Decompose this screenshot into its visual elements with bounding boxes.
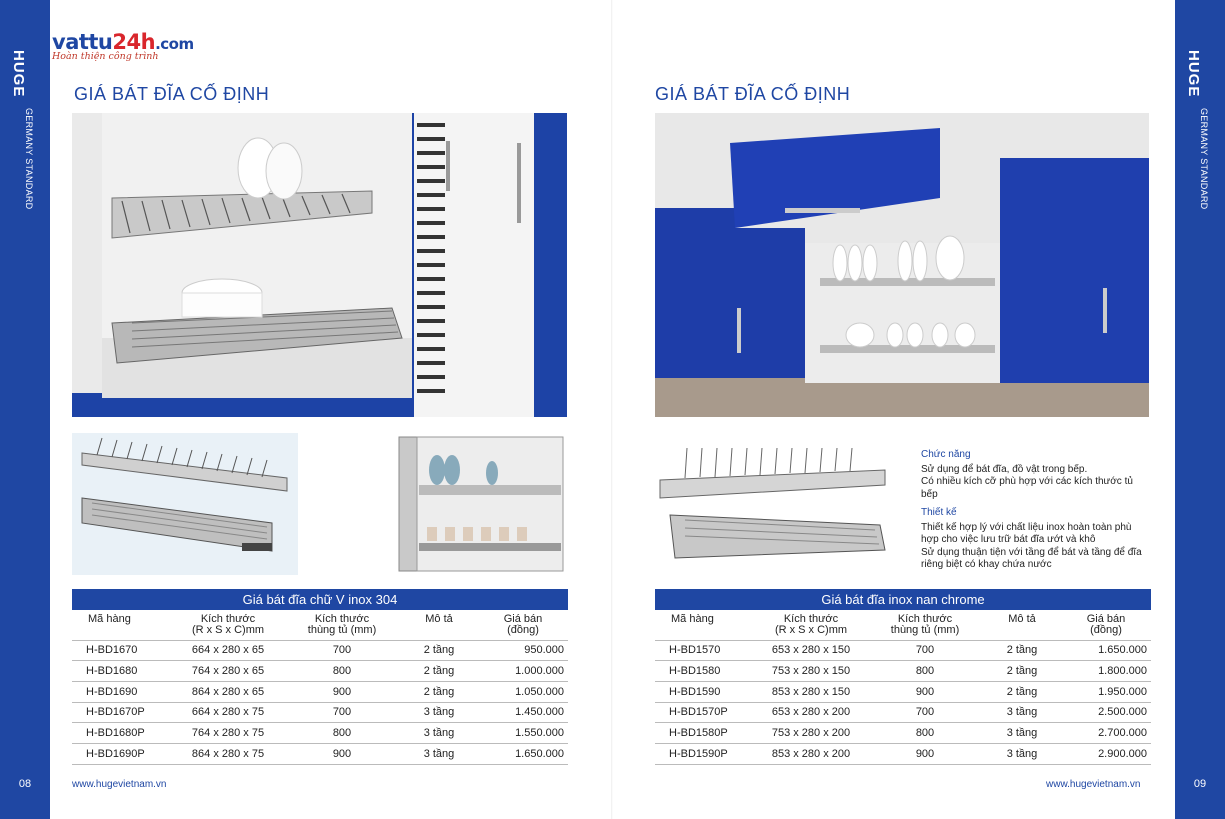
design-text: Thiết kế hợp lý với chất liệu inox hoàn toàn phù hợp cho việc lưu trữ bát đĩa ướt và khô Sử dụng thuận tiện với tầng để bát và tầng để đĩa riêng biệt có khay chứa nước	[921, 521, 1142, 570]
brand-standard: GERMANY STANDARD	[24, 108, 34, 210]
cell-size: 864 x 280 x 75	[172, 743, 284, 764]
cell-code: H-BD1670	[72, 640, 172, 661]
photo-dish-rack-white-cabinet	[72, 113, 567, 417]
photo-chrome-rack	[655, 440, 895, 575]
cell-cabinet: 900	[867, 681, 983, 702]
table-row	[655, 640, 1151, 661]
table-row	[72, 723, 568, 744]
photo-v-inox-rack	[72, 433, 298, 575]
cell-price: 950.000	[478, 640, 568, 661]
cell-size: 664 x 280 x 75	[172, 702, 284, 723]
header-price: Giá bán (đồng)	[478, 610, 568, 640]
cell-cabinet: 700	[867, 640, 983, 661]
header-code: Mã hàng	[655, 610, 755, 640]
cell-price: 2.700.000	[1061, 723, 1151, 744]
cell-desc: 2 tầng	[400, 640, 478, 661]
cell-size: 753 x 280 x 200	[755, 723, 867, 744]
header-desc: Mô tả	[400, 610, 478, 640]
cell-code: H-BD1670P	[72, 702, 172, 723]
logo-part2: 24h	[112, 30, 156, 54]
cell-code: H-BD1570	[655, 640, 755, 661]
table-header-row	[655, 610, 1151, 640]
price-table-right	[655, 589, 1151, 765]
cell-cabinet: 900	[867, 743, 983, 764]
cell-size: 753 x 280 x 150	[755, 661, 867, 682]
photo-rack-in-cabinet	[397, 435, 566, 575]
design-heading: Thiết kế	[921, 507, 957, 518]
cell-price: 1.050.000	[478, 681, 568, 702]
cell-desc: 2 tầng	[983, 681, 1061, 702]
function-text: Sử dụng để bát đĩa, đồ vật trong bếp. Có nhiều kích cỡ phù hợp với các kích thước tủ bếp	[921, 463, 1133, 500]
cell-price: 1.000.000	[478, 661, 568, 682]
logo-part1: vattu	[52, 30, 113, 54]
table-row	[72, 681, 568, 702]
brand-standard: GERMANY STANDARD	[1199, 108, 1209, 210]
cell-cabinet: 700	[284, 702, 400, 723]
cell-code: H-BD1680	[72, 661, 172, 682]
cell-code: H-BD1580P	[655, 723, 755, 744]
cell-cabinet: 800	[867, 723, 983, 744]
header-price: Giá bán (đồng)	[1061, 610, 1151, 640]
brand-name: HUGE	[1185, 50, 1202, 98]
right-brand-sidebar	[1175, 0, 1225, 819]
cell-code: H-BD1690	[72, 681, 172, 702]
cell-desc: 3 tầng	[400, 743, 478, 764]
cell-code: H-BD1690P	[72, 743, 172, 764]
table-row	[655, 702, 1151, 723]
header-code: Mã hàng	[72, 610, 172, 640]
table-row	[655, 681, 1151, 702]
table-caption: Giá bát đĩa inox nan chrome	[655, 589, 1151, 610]
cell-desc: 2 tầng	[400, 661, 478, 682]
table-row	[655, 723, 1151, 744]
website-link-right[interactable]: www.hugevietnam.vn	[1046, 779, 1141, 790]
cell-size: 764 x 280 x 65	[172, 661, 284, 682]
cell-price: 1.800.000	[1061, 661, 1151, 682]
brand-vertical	[10, 50, 44, 230]
cell-size: 853 x 280 x 200	[755, 743, 867, 764]
cell-size: 853 x 280 x 150	[755, 681, 867, 702]
cell-size: 664 x 280 x 65	[172, 640, 284, 661]
page-number-left: 08	[18, 778, 32, 790]
logo-domain: .com	[155, 35, 194, 53]
cell-price: 1.650.000	[1061, 640, 1151, 661]
cell-code: H-BD1680P	[72, 723, 172, 744]
logo-tagline: Hoàn thiện công trình	[52, 51, 159, 62]
cell-desc: 3 tầng	[983, 743, 1061, 764]
page-title-right: GIÁ BÁT ĐĨA CỐ ĐỊNH	[655, 84, 851, 104]
cell-size: 764 x 280 x 75	[172, 723, 284, 744]
cell-desc: 2 tầng	[983, 640, 1061, 661]
cell-price: 2.500.000	[1061, 702, 1151, 723]
table-caption: Giá bát đĩa chữ V inox 304	[72, 589, 568, 610]
cell-desc: 3 tầng	[400, 702, 478, 723]
website-link-left[interactable]: www.hugevietnam.vn	[72, 779, 167, 790]
brand-vertical	[1185, 50, 1219, 230]
cell-price: 1.450.000	[478, 702, 568, 723]
cell-cabinet: 700	[867, 702, 983, 723]
feature-description	[921, 449, 1151, 572]
header-cabinet: Kích thước thùng tủ (mm)	[867, 610, 983, 640]
cell-desc: 3 tầng	[983, 723, 1061, 744]
cell-code: H-BD1590	[655, 681, 755, 702]
photo-blue-kitchen-lift-cabinet	[655, 113, 1149, 417]
page-title-left: GIÁ BÁT ĐĨA CỐ ĐỊNH	[74, 84, 270, 104]
table-header-row	[72, 610, 568, 640]
cell-cabinet: 800	[284, 723, 400, 744]
vattu24h-logo	[52, 30, 232, 70]
cell-code: H-BD1580	[655, 661, 755, 682]
cell-price: 1.950.000	[1061, 681, 1151, 702]
table-row	[655, 661, 1151, 682]
header-cabinet: Kích thước thùng tủ (mm)	[284, 610, 400, 640]
page-spine	[611, 0, 613, 819]
cell-desc: 3 tầng	[983, 702, 1061, 723]
cell-cabinet: 800	[284, 661, 400, 682]
cell-price: 2.900.000	[1061, 743, 1151, 764]
table-row	[72, 640, 568, 661]
price-table-left	[72, 589, 568, 765]
cell-code: H-BD1590P	[655, 743, 755, 764]
cell-price: 1.650.000	[478, 743, 568, 764]
left-brand-sidebar	[0, 0, 50, 819]
page-number-right: 09	[1193, 778, 1207, 790]
cell-cabinet: 700	[284, 640, 400, 661]
cell-price: 1.550.000	[478, 723, 568, 744]
cell-desc: 2 tầng	[983, 661, 1061, 682]
cell-cabinet: 800	[867, 661, 983, 682]
table-row	[72, 702, 568, 723]
cell-cabinet: 900	[284, 743, 400, 764]
cell-size: 653 x 280 x 150	[755, 640, 867, 661]
function-heading: Chức năng	[921, 449, 971, 460]
cell-desc: 2 tầng	[400, 681, 478, 702]
header-size: Kích thước (R x S x C)mm	[755, 610, 867, 640]
table-row	[655, 743, 1151, 764]
header-desc: Mô tả	[983, 610, 1061, 640]
cell-size: 653 x 280 x 200	[755, 702, 867, 723]
cell-size: 864 x 280 x 65	[172, 681, 284, 702]
table-row	[72, 661, 568, 682]
header-size: Kích thước (R x S x C)mm	[172, 610, 284, 640]
cell-code: H-BD1570P	[655, 702, 755, 723]
brand-name: HUGE	[10, 50, 27, 98]
table-row	[72, 743, 568, 764]
cell-desc: 3 tầng	[400, 723, 478, 744]
cell-cabinet: 900	[284, 681, 400, 702]
